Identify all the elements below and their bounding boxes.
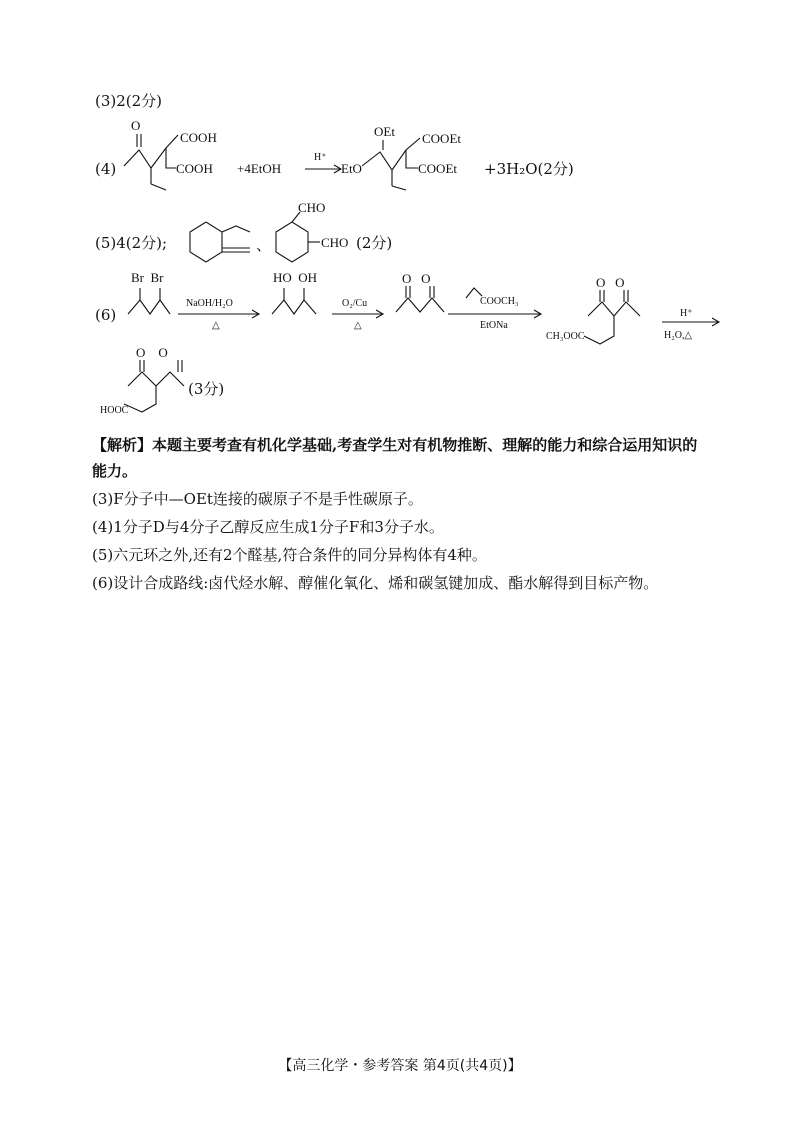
step4-reagent: H⁺ xyxy=(680,308,693,319)
page-footer: 【高三化学・参考答案 第4页(共4页)】 xyxy=(278,1058,522,1074)
step2-condition: △ xyxy=(354,320,362,331)
isomer2-structure xyxy=(276,212,320,262)
reaction-schemes-drawing xyxy=(0,0,800,460)
final-oxygen-labels: O O xyxy=(136,345,168,360)
answer-q6-score: (3分) xyxy=(188,380,225,398)
analysis-intro-line1: 本题主要考查有机化学基础,考查学生对有机物推断、理解的能力和综合运用知识的 xyxy=(152,436,698,454)
ester-oxygen-labels: O O xyxy=(596,275,625,290)
isomer1-structure xyxy=(190,222,250,262)
analysis-point-5: (5)六元环之外,还有2个醛基,符合条件的同分异构体有4种。 xyxy=(92,546,487,564)
diol-structure xyxy=(272,288,316,314)
ketone-oxygen-label: O xyxy=(131,118,141,133)
hydroxyl-labels: HO OH xyxy=(273,270,318,285)
diketone-oxygen-labels: O O xyxy=(402,271,431,286)
eto-label: EtO xyxy=(341,161,362,176)
oet-label: OEt xyxy=(374,124,395,139)
cooh-top-label: COOH xyxy=(180,130,217,145)
step3-condition: EtONa xyxy=(480,320,508,331)
diketone-structure xyxy=(396,286,444,312)
final-product-structure xyxy=(124,360,184,412)
answer-q6-label: (6) xyxy=(95,306,117,324)
bromine-labels: Br Br xyxy=(131,270,164,285)
dibromide-structure xyxy=(128,288,170,314)
water-byproduct: +3H₂O(2分) xyxy=(484,160,574,178)
answer-q5-score: (2分) xyxy=(356,234,393,252)
product-f-structure xyxy=(362,138,420,190)
step2-reagent: O₂/Cu xyxy=(342,298,368,309)
step1-reagent: NaOH/H₂O xyxy=(186,298,233,309)
analysis-point-6: (6)设计合成路线:卤代烃水解、醇催化氧化、烯和碳氢键加成、酯水解得到目标产物。 xyxy=(92,574,659,592)
acid-catalyst-label: H⁺ xyxy=(314,152,327,163)
carboxyl-group: HOOC xyxy=(100,405,129,416)
ethanol-reagent: +4EtOH xyxy=(237,161,282,176)
methyl-ester-group: CH₃OOC xyxy=(546,331,585,342)
ester-product-structure xyxy=(584,290,640,344)
step4-condition: H₂O,△ xyxy=(664,330,693,341)
step3-reagent: COOCH₃ xyxy=(480,296,519,307)
cooet-top-label: COOEt xyxy=(422,131,461,146)
analysis-heading: 【解析】 xyxy=(92,436,153,454)
analysis-point-3: (3)F分子中—OEt连接的碳原子不是手性碳原子。 xyxy=(92,490,423,508)
analysis-point-4: (4)1分子D与4分子乙醇反应生成1分子F和3分子水。 xyxy=(92,518,444,536)
answer-q5-label: (5)4(2分); xyxy=(95,234,168,252)
cooh-bottom-label: COOH xyxy=(176,161,213,176)
analysis-intro-line2: 能力。 xyxy=(92,462,138,480)
isomer-separator: 、 xyxy=(256,236,272,254)
cho-right-label: CHO xyxy=(321,235,349,250)
answer-q3: (3)2(2分) xyxy=(95,92,163,110)
answer-q4-label: (4) xyxy=(95,160,117,178)
step1-condition: △ xyxy=(212,320,220,331)
reactant-d-structure xyxy=(124,134,178,190)
analysis-intro xyxy=(92,434,697,456)
cho-top-label: CHO xyxy=(298,200,326,215)
cooet-bottom-label: COOEt xyxy=(418,161,457,176)
